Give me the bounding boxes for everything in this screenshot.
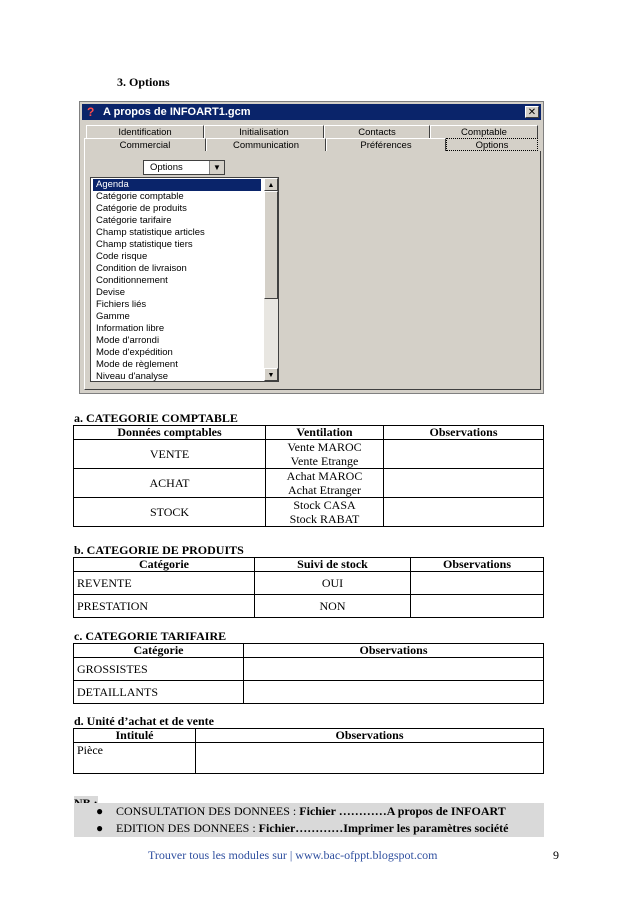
- section-a-heading: a. CATEGORIE COMPTABLE: [74, 411, 238, 425]
- section-b-heading: b. CATEGORIE DE PRODUITS: [74, 543, 244, 557]
- row-label: STOCK: [74, 498, 266, 527]
- list-item[interactable]: Catégorie comptable: [96, 191, 184, 202]
- observations-cell[interactable]: [244, 658, 544, 681]
- ventilation-cell: [266, 469, 384, 498]
- row-label: GROSSISTES: [74, 658, 244, 681]
- about-dialog: [79, 101, 544, 394]
- bullet-icon: ●: [96, 821, 104, 835]
- list-item[interactable]: Gamme: [96, 311, 130, 322]
- options-listbox[interactable]: [90, 177, 279, 382]
- column-header: Catégorie: [74, 644, 244, 658]
- column-header: Données comptables: [74, 426, 266, 440]
- row-label: VENTE: [74, 440, 266, 469]
- close-button[interactable]: ✕: [525, 106, 539, 118]
- scroll-down-icon[interactable]: ▼: [264, 368, 278, 381]
- tab-communication[interactable]: Communication: [206, 138, 326, 151]
- tab-initialisation[interactable]: Initialisation: [204, 125, 324, 138]
- ventilation-cell: [266, 440, 384, 469]
- list-item[interactable]: Devise: [96, 287, 126, 298]
- row-label: REVENTE: [74, 572, 255, 595]
- page-number: 9: [553, 848, 559, 862]
- column-header: Suivi de stock: [255, 558, 411, 572]
- tab-options[interactable]: Options: [446, 138, 538, 151]
- ventilation-cell: [266, 498, 384, 527]
- stock-value: OUI: [255, 572, 411, 595]
- observations-cell[interactable]: [244, 681, 544, 704]
- nb-line: [74, 820, 544, 837]
- list-item[interactable]: Niveau d'analyse: [96, 371, 169, 382]
- list-item[interactable]: Agenda: [93, 179, 261, 191]
- list-item[interactable]: Information libre: [96, 323, 165, 334]
- row-label: ACHAT: [74, 469, 266, 498]
- nb-line-prefix: CONSULTATION DES DONNEES :: [116, 804, 300, 818]
- column-header: Observations: [244, 644, 544, 658]
- tab-identification[interactable]: Identification: [86, 125, 204, 138]
- tab-contacts[interactable]: Contacts: [324, 125, 430, 138]
- ventilation-value: Vente MAROC: [287, 440, 362, 454]
- nb-line-path: Fichier…………Imprimer les paramètres société: [258, 821, 509, 835]
- list-item[interactable]: Mode d'expédition: [96, 347, 173, 358]
- scroll-up-icon[interactable]: ▲: [264, 178, 278, 191]
- table-row: [74, 595, 544, 618]
- column-header: Intitulé: [74, 729, 196, 743]
- observations-cell[interactable]: [384, 498, 544, 527]
- combo-value: Options: [150, 162, 183, 173]
- list-item[interactable]: Code risque: [96, 251, 148, 262]
- list-item[interactable]: Catégorie tarifaire: [96, 215, 172, 226]
- table-row: [74, 572, 544, 595]
- ventilation-value: Stock CASA: [293, 498, 356, 512]
- list-scrollbar[interactable]: [264, 178, 278, 381]
- table-row: [74, 498, 544, 527]
- section-c-heading: c. CATEGORIE TARIFAIRE: [74, 629, 227, 643]
- tab-comptable[interactable]: Comptable: [430, 125, 538, 138]
- dialog-title: A propos de INFOART1.gcm: [103, 106, 251, 118]
- table-row: [74, 681, 544, 704]
- table-categorie-tarifaire: [73, 643, 544, 704]
- table-categorie-produits: [73, 557, 544, 618]
- list-item[interactable]: Mode de règlement: [96, 359, 178, 370]
- nb-line-path: Fichier …………A propos de INFOART: [299, 804, 506, 818]
- observations-cell[interactable]: [384, 469, 544, 498]
- dialog-title-bar: [82, 104, 541, 120]
- column-header: Observations: [196, 729, 544, 743]
- ventilation-value: Achat MAROC: [286, 469, 363, 483]
- section-title: 3. Options: [117, 75, 170, 89]
- ventilation-value: Vente Etrange: [290, 454, 359, 468]
- column-header: Observations: [384, 426, 544, 440]
- column-header: Ventilation: [266, 426, 384, 440]
- help-icon: ?: [87, 105, 95, 119]
- row-label: Pièce: [74, 743, 196, 774]
- tab-commercial[interactable]: Commercial: [84, 138, 206, 151]
- observations-cell[interactable]: [196, 743, 544, 774]
- bullet-icon: ●: [96, 804, 104, 818]
- table-row: [74, 469, 544, 498]
- table-unite: [73, 728, 544, 774]
- ventilation-value: Achat Etranger: [288, 483, 361, 497]
- observations-cell[interactable]: [411, 572, 544, 595]
- table-row: [74, 440, 544, 469]
- table-row: [74, 658, 544, 681]
- ventilation-value: Stock RABAT: [289, 512, 360, 526]
- column-header: Observations: [411, 558, 544, 572]
- column-header: Catégorie: [74, 558, 255, 572]
- footer-link[interactable]: Trouver tous les modules sur | www.bac-ofppt.blogspot.com: [148, 848, 438, 862]
- dropdown-arrow-icon[interactable]: ▼: [209, 161, 224, 174]
- list-item[interactable]: Champ statistique articles: [96, 227, 205, 238]
- row-label: PRESTATION: [74, 595, 255, 618]
- options-combo[interactable]: [143, 160, 225, 175]
- observations-cell[interactable]: [411, 595, 544, 618]
- row-label: DETAILLANTS: [74, 681, 244, 704]
- list-item[interactable]: Catégorie de produits: [96, 203, 187, 214]
- observations-cell[interactable]: [384, 440, 544, 469]
- list-item[interactable]: Conditionnement: [96, 275, 168, 286]
- tab-preferences[interactable]: Préférences: [326, 138, 446, 151]
- section-d-heading: d. Unité d’achat et de vente: [74, 714, 214, 728]
- stock-value: NON: [255, 595, 411, 618]
- list-item[interactable]: Fichiers liés: [96, 299, 147, 310]
- list-item[interactable]: Mode d'arrondi: [96, 335, 160, 346]
- table-row: [74, 743, 544, 774]
- table-categorie-comptable: [73, 425, 544, 527]
- nb-line-prefix: EDITION DES DONNEES :: [116, 821, 259, 835]
- list-item[interactable]: Champ statistique tiers: [96, 239, 193, 250]
- scroll-thumb[interactable]: [264, 191, 278, 299]
- nb-line: [74, 803, 544, 820]
- list-item[interactable]: Condition de livraison: [96, 263, 187, 274]
